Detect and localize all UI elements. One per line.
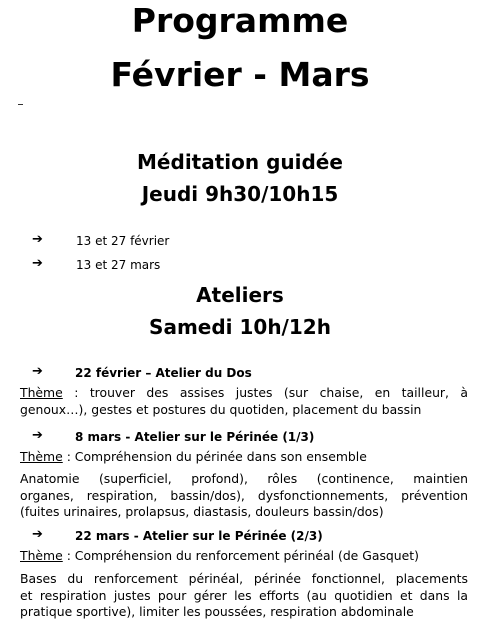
meditation-heading: Méditation guidée [137, 150, 343, 174]
details-line: (fuites urinaires, prolapsus, diastasis, douleurs bassin/dos) [20, 504, 384, 519]
theme-text: : trouver des assises justes (sur chaise, en tailleur, à [62, 385, 468, 400]
meditation-date-text: 13 et 27 février [76, 234, 170, 248]
atelier-title: 8 mars - Atelier sur le Périnée (1/3) [75, 430, 315, 444]
details-line: Bases du renforcement périnéal, périnée fonctionnel, placements [20, 571, 468, 586]
meditation-schedule: Jeudi 9h30/10h15 [141, 182, 339, 206]
details-line: organes, respiration, bassin/dos), dysfonctionnements, prévention [20, 487, 468, 503]
theme-text: : Compréhension du renforcement périnéal (de Gasquet) [62, 548, 419, 563]
details-line: Anatomie (superficiel, profond), rôles (continence, maintien [20, 471, 468, 486]
page-title-line-2: Février - Mars [110, 55, 370, 94]
atelier-theme [20, 449, 468, 466]
ateliers-heading: Ateliers [196, 283, 284, 307]
arrow-icon: ➔ [32, 428, 43, 443]
page-title-line-1: Programme [131, 1, 349, 40]
atelier-title: 22 février – Atelier du Dos [75, 366, 252, 380]
theme-label: Thème [20, 449, 63, 464]
theme-label: Thème [20, 385, 63, 400]
meditation-date-text: 13 et 27 mars [76, 258, 161, 272]
arrow-icon: ➔ [32, 256, 43, 271]
arrow-icon: ➔ [32, 527, 43, 542]
atelier-details [20, 571, 468, 621]
arrow-icon: ➔ [32, 232, 43, 247]
details-line: pratique sportive), limiter les poussées, respiration abdominale [20, 604, 414, 619]
theme-text: : Compréhension du périnée dans son ensemble [62, 449, 367, 464]
atelier-theme [20, 548, 468, 565]
arrow-icon: ➔ [32, 364, 43, 379]
atelier-details [20, 471, 468, 521]
details-line: et respiration justes pour gérer les efforts (au quotidien et dans la [20, 587, 468, 603]
atelier-theme [20, 385, 468, 418]
theme-text: genoux…), gestes et postures du quotiden, placement du bassin [20, 401, 422, 417]
theme-label: Thème [20, 548, 63, 563]
atelier-title: 22 mars - Atelier sur le Périnée (2/3) [75, 529, 323, 543]
tick-mark [18, 104, 480, 105]
ateliers-schedule: Samedi 10h/12h [149, 315, 331, 339]
